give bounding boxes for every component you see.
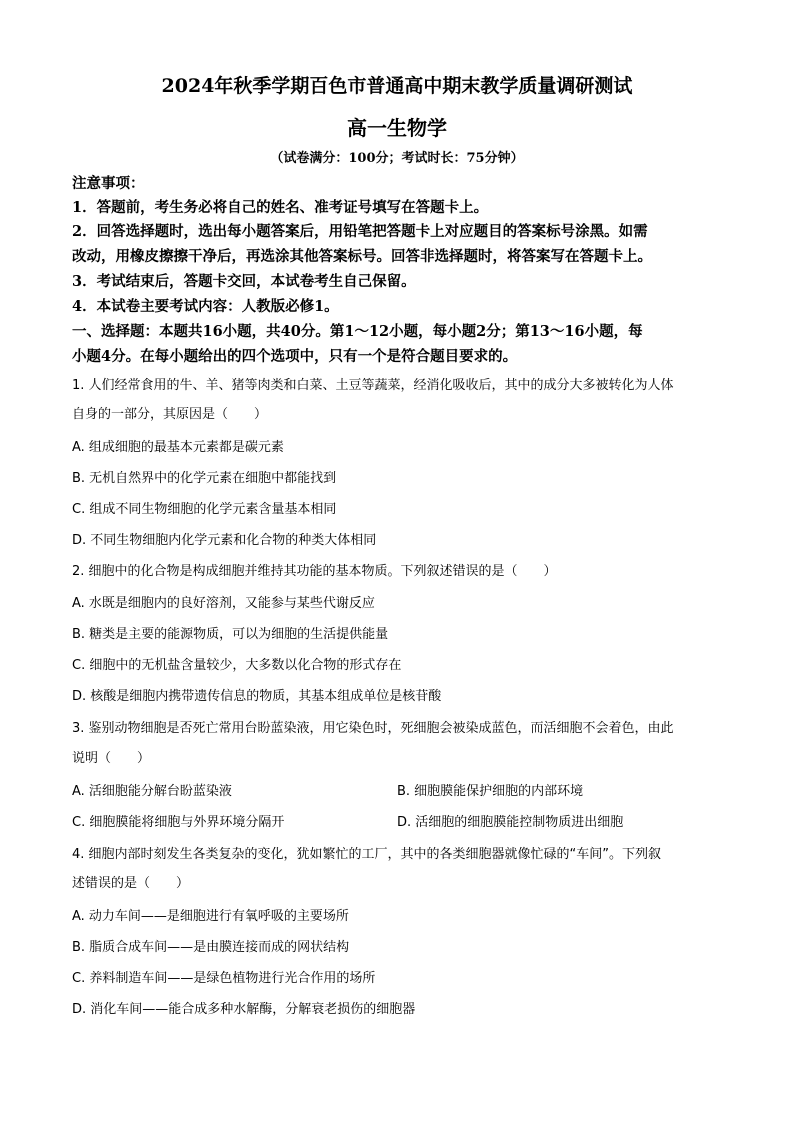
question-3-option-c: C. 细胞膜能将细胞与外界环境分隔开 [72,815,285,830]
question-1-option-a: A. 组成细胞的最基本元素都是碳元素 [72,440,284,455]
question-3-option-b: B. 细胞膜能保护细胞的内部环境 [397,784,584,799]
section-heading-cont: 小题4分。在每小题给出的四个选项中，只有一个是符合题目要求的。 [72,348,518,365]
exam-title: 2024年秋季学期百色市普通高中期末教学质量调研测试 [161,75,633,97]
question-1-option-d: D. 不同生物细胞内化学元素和化合物的种类大体相同 [72,533,377,548]
question-2-option-c: C. 细胞中的无机盐含量较少，大多数以化合物的形式存在 [72,658,402,673]
question-4-option-d: D. 消化车间——能合成多种水解酶，分解衰老损伤的细胞器 [72,1002,416,1017]
question-1-stem: 1. 人们经常食用的牛、羊、猪等肉类和白菜、土豆等蔬菜，经消化吸收后，其中的成分大多被转化为人体 [72,378,674,393]
question-1-option-b: B. 无机自然界中的化学元素在细胞中都能找到 [72,471,337,486]
note-item: 3．考试结束后，答题卡交回，本试卷考生自己保留。 [72,273,416,290]
question-2-stem: 2. 细胞中的化合物是构成细胞并维持其功能的基本物质。下列叙述错误的是（ ） [72,564,557,579]
question-2-option-d: D. 核酸是细胞内携带遗传信息的物质，其基本组成单位是核苷酸 [72,689,442,704]
notes-heading: 注意事项： [72,175,145,192]
question-4-stem-cont: 述错误的是（ ） [72,876,190,891]
note-item: 改动，用橡皮擦擦干净后，再选涂其他答案标号。回答非选择题时，将答案写在答题卡上。 [72,248,652,265]
question-2-option-b: B. 糖类是主要的能源物质，可以为细胞的生活提供能量 [72,627,389,642]
question-3-stem: 3. 鉴别动物细胞是否死亡常用台盼蓝染液，用它染色时，死细胞会被染成蓝色，而活细胞不会着色，由此 [72,721,674,736]
note-item: 2．回答选择题时，选出每小题答案后，用铅笔把答题卡上对应题目的答案标号涂黑。如需 [72,223,648,240]
section-heading: 一、选择题：本题共16小题，共40分。第1～12小题，每小题2分；第13～16小题，每 [72,323,643,340]
question-4-option-b: B. 脂质合成车间——是由膜连接而成的网状结构 [72,940,350,955]
question-2-option-a: A. 水既是细胞内的良好溶剂，又能参与某些代谢反应 [72,596,375,611]
note-item: 4．本试卷主要考试内容：人教版必修1。 [72,298,339,315]
question-1-stem-cont: 自身的一部分，其原因是（ ） [72,407,268,422]
exam-meta: （试卷满分：100分；考试时长：75分钟） [270,151,524,166]
question-3-option-d: D. 活细胞的细胞膜能控制物质进出细胞 [397,815,624,830]
subject-title: 高一生物学 [347,116,447,140]
question-4-stem: 4. 细胞内部时刻发生各类复杂的变化，犹如繁忙的工厂，其中的各类细胞器就像忙碌的“车间”。下列叙 [72,847,662,862]
note-item: 1．答题前，考生务必将自己的姓名、准考证号填写在答题卡上。 [72,199,489,216]
question-1-option-c: C. 组成不同生物细胞的化学元素含量基本相同 [72,502,337,517]
question-3-stem-cont: 说明（ ） [72,751,151,766]
question-4-option-c: C. 养料制造车间——是绿色植物进行光合作用的场所 [72,971,376,986]
question-3-option-a: A. 活细胞能分解台盼蓝染液 [72,784,232,799]
question-4-option-a: A. 动力车间——是细胞进行有氧呼吸的主要场所 [72,909,349,924]
